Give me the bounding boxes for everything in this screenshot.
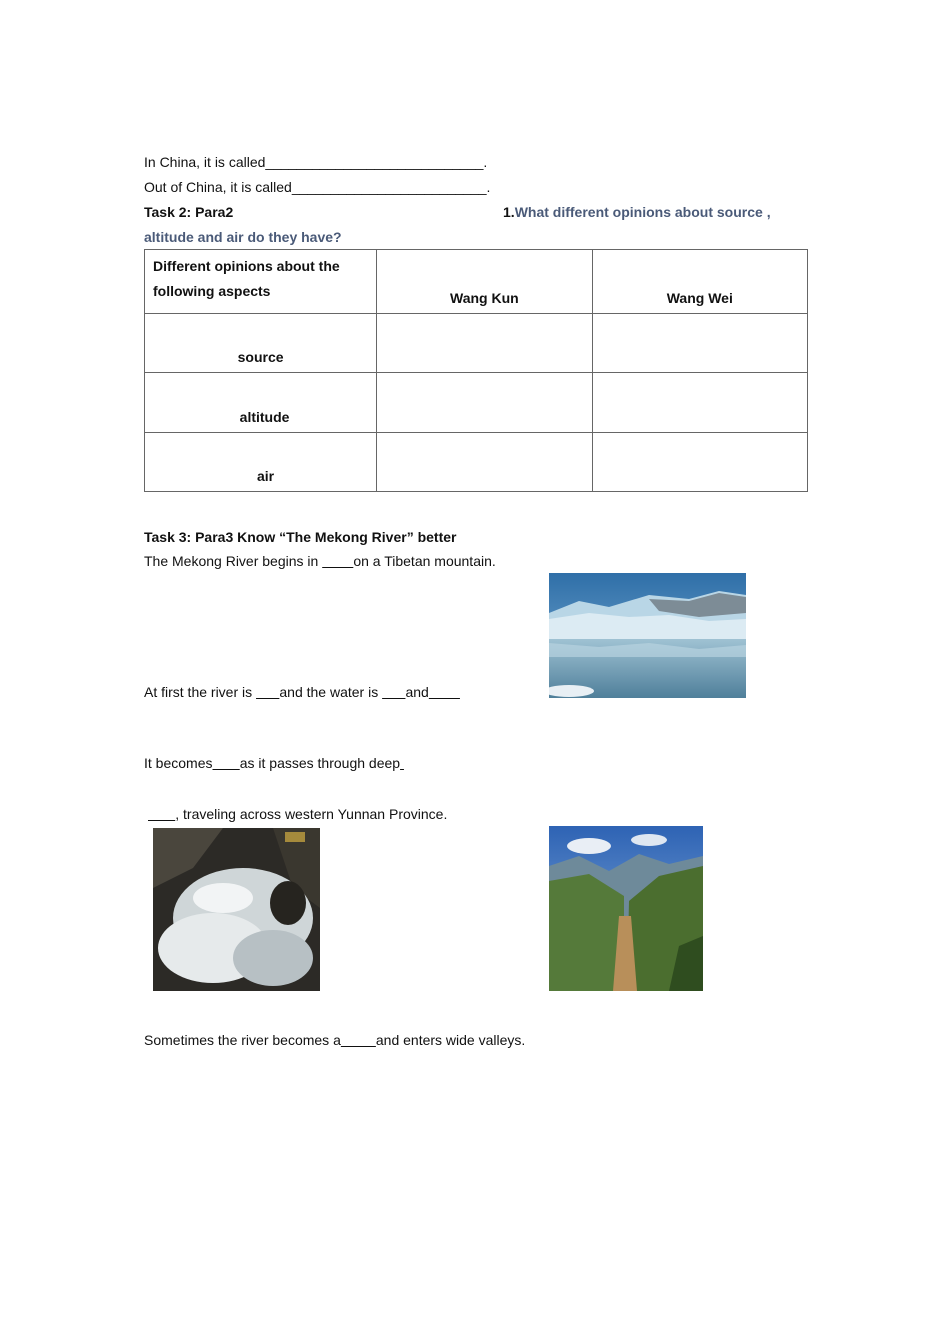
task2-label: Task 2: Para2: [144, 204, 234, 220]
table-row: [145, 314, 808, 373]
sentence-sometimes: Sometimes the river becomes a and enters wide valleys.: [144, 1032, 526, 1048]
task2-question-cont: altitude and air do they have?: [144, 229, 342, 245]
aspect-cell: altitude: [145, 373, 377, 433]
gorge-photo: [549, 826, 703, 991]
task3-title: Task 3: Para3 Know “The Mekong River” better: [144, 529, 457, 545]
glacier-photo: [549, 573, 746, 698]
table-row: [145, 373, 808, 433]
header-wang-wei: Wang Wei: [592, 250, 807, 314]
answer-blank[interactable]: [212, 755, 239, 771]
answer-blank[interactable]: [382, 684, 405, 700]
answer-blank[interactable]: ____________________________: [265, 154, 484, 170]
answer-blank[interactable]: [148, 806, 175, 822]
rapids-photo: [153, 828, 320, 991]
china-name-line: In China, it is called____________________________.: [144, 154, 488, 170]
header-aspects: Different opinions about the following aspects: [145, 250, 377, 314]
answer-blank[interactable]: _________________________: [291, 179, 487, 195]
aspect-cell: source: [145, 314, 377, 373]
wang-wei-cell[interactable]: [592, 433, 807, 492]
wang-wei-cell[interactable]: [592, 314, 807, 373]
sentence-traveling: , traveling across western Yunnan Province.: [148, 805, 447, 823]
answer-blank[interactable]: [341, 1032, 376, 1048]
answer-blank[interactable]: [322, 553, 353, 569]
wang-kun-cell[interactable]: [377, 433, 592, 492]
answer-blank[interactable]: [429, 684, 460, 700]
wang-kun-cell[interactable]: [377, 373, 592, 433]
sentence-becomes: It becomes as it passes through deep: [144, 755, 401, 771]
wang-kun-cell[interactable]: [377, 314, 592, 373]
header-wang-kun: Wang Kun: [377, 250, 592, 314]
sentence-at-first: At first the river is and the water is and: [144, 683, 460, 701]
wang-wei-cell[interactable]: [592, 373, 807, 433]
outside-name-line: Out of China, it is called_________________________.: [144, 179, 491, 195]
aspect-cell: air: [145, 433, 377, 492]
table-header-row: [145, 250, 808, 314]
table-row: [145, 433, 808, 492]
task2-question: 1.What different opinions about source ,: [503, 204, 771, 220]
opinions-table: [144, 249, 808, 492]
answer-blank[interactable]: [256, 684, 279, 700]
sentence-begins: The Mekong River begins in on a Tibetan mountain.: [144, 553, 496, 569]
